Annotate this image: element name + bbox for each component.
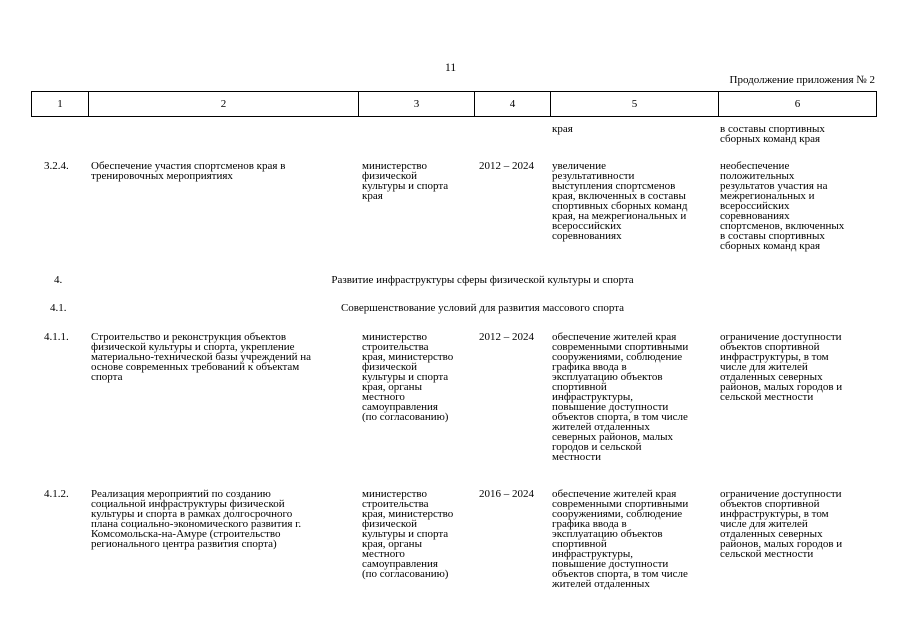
column-header: 3 <box>359 92 475 117</box>
row-number: 4.1.2. <box>44 488 69 500</box>
consequence-cell: в составы спортивных сборных команд края <box>720 123 825 145</box>
activity-name: Реализация мероприятий по созданию социальной инфраструктуры физической культуры и спорта в рамках долгосрочного плана социально-экономического развития г. Комсомольска-на-Амуре (строительство регионального центра развития спорта) <box>91 488 302 550</box>
executor-cell: министерство физической культуры и спорта края <box>362 160 449 202</box>
column-header: 4 <box>475 92 551 117</box>
consequence-cell: ограничение доступности объектов спортивной инфраструктуры, в том числе для жителей отдаленных северных районов, малых городов и сельской местности <box>720 331 843 403</box>
activity-name: Строительство и реконструкция объектов физической культуры и спорта, укрепление материально-технической базы учреждений на основе современных требований к объектам спорта <box>91 331 312 383</box>
continuation-note: Продолжение приложения № 2 <box>729 74 875 86</box>
term-cell: 2012 – 2024 <box>479 160 534 172</box>
term-cell: 2012 – 2024 <box>479 331 534 343</box>
page-number: 11 <box>445 62 457 74</box>
result-cell: края <box>552 123 573 135</box>
activity-name: Обеспечение участия спортсменов края в тренировочных мероприятиях <box>91 160 286 182</box>
row-number: 4.1.1. <box>44 331 69 343</box>
section-number: 4. <box>54 274 63 286</box>
executor-cell: министерство строительства края, министерство физической культуры и спорта края, органы местного самоуправления (по согласованию) <box>362 488 454 580</box>
row-number: 3.2.4. <box>44 160 69 172</box>
result-cell: увеличение результативности выступления спортсменов края, включенных в составы спортивных сборных команд края, на межрегиональных и всероссийских соревнованиях <box>552 160 688 242</box>
result-cell: обеспечение жителей края современными спортивными сооружениями, соблюдение графика ввода в эксплуатацию объектов спортивной инфраструктуры, повышение доступности объектов спорта, в том числе жителей отдаленных <box>552 488 689 590</box>
consequence-cell: ограничение доступности объектов спортивной инфраструктуры, в том числе для жителей отдаленных северных районов, малых городов и сельской местности <box>720 488 843 560</box>
executor-cell: министерство строительства края, министерство физической культуры и спорта края, органы местного самоуправления (по согласованию) <box>362 331 454 423</box>
column-header-row <box>32 92 877 117</box>
term-cell: 2016 – 2024 <box>479 488 534 500</box>
consequence-cell: необеспечение положительных результатов участия на межрегиональных и всероссийских соревнованиях спортсменов, включенных в составы спортивных сборных команд края <box>720 160 845 252</box>
column-header-table <box>31 91 877 117</box>
result-cell: обеспечение жителей края современными спортивными сооружениями, соблюдение графика ввода в эксплуатацию объектов спортивной инфраструктуры, повышение доступности объектов спорта, в том числе жителей отдаленных северных районов, малых городов и сельской местности <box>552 331 689 463</box>
section-title: Совершенствование условий для развития массового спорта <box>340 302 625 314</box>
column-header: 5 <box>551 92 719 117</box>
section-title: Развитие инфраструктуры сферы физической культуры и спорта <box>331 274 634 286</box>
column-header: 2 <box>89 92 359 117</box>
column-header: 6 <box>719 92 877 117</box>
column-header: 1 <box>32 92 89 117</box>
section-number: 4.1. <box>50 302 67 314</box>
